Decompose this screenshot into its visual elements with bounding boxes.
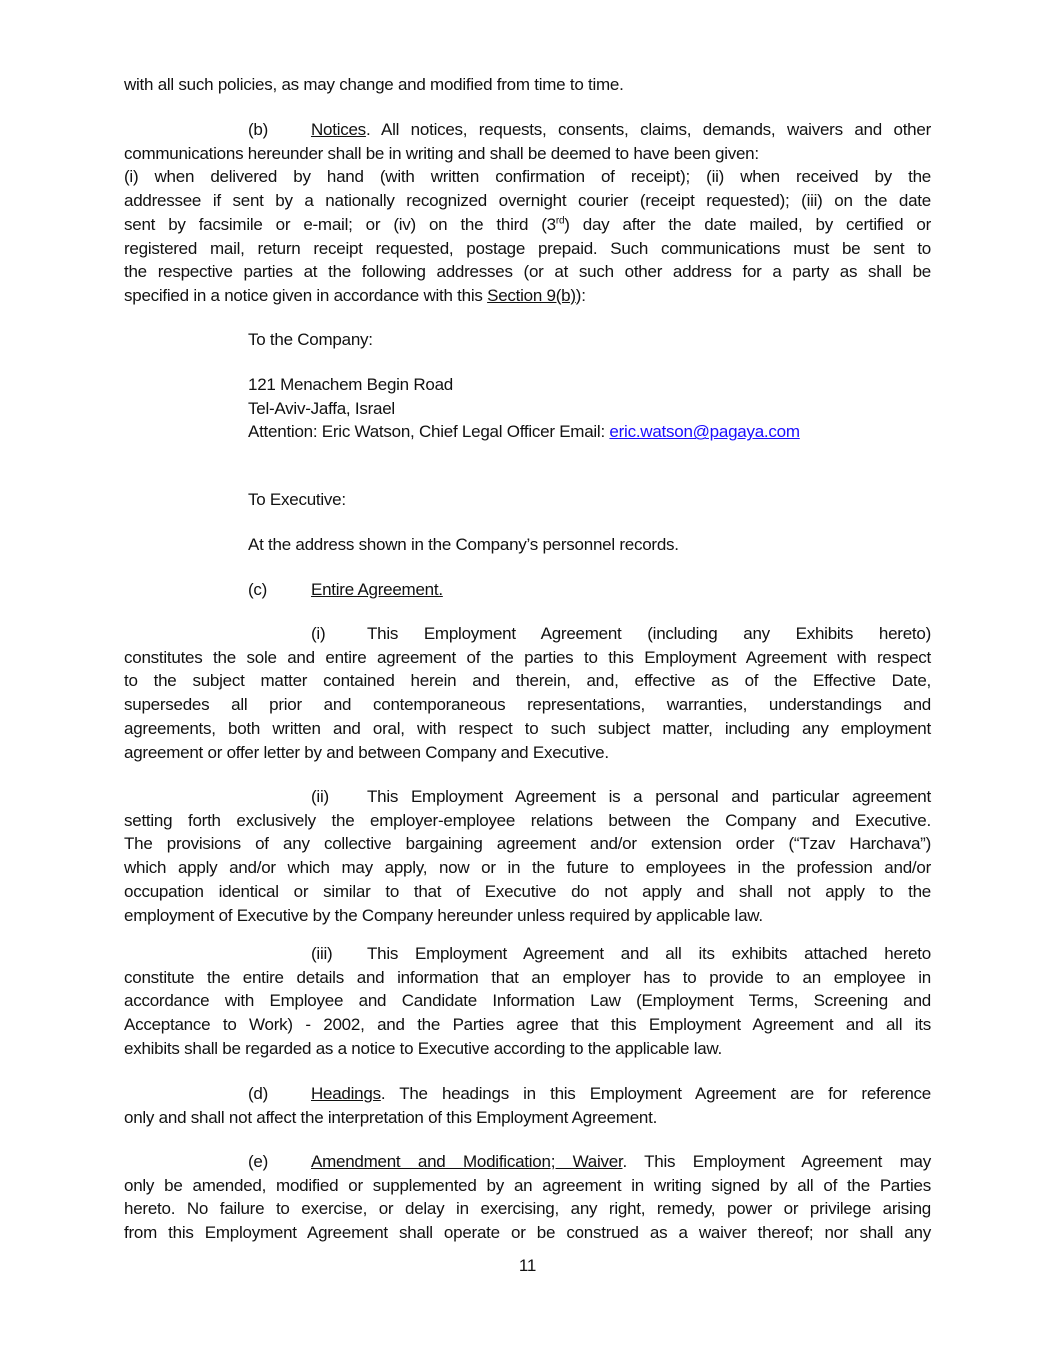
text-line: The provisions of any collective bargaining agreement and/or extension order (“Tzav Harchava”) [124,834,931,854]
text-line: specified in a notice given in accordance with this Section 9(b)): [124,285,586,305]
text-line: (ii) This Employment Agreement is a personal and particular agreement [311,787,931,806]
text-line: setting forth exclusively the employer-employee relations between the Company and Executive. [124,810,931,830]
section-label: (d) [248,1084,269,1103]
paragraph-continuation [124,73,931,97]
text-line [124,578,931,602]
company-heading [248,328,948,352]
text-line: from this Employment Agreement shall operate or be construed as a waiver thereof; nor shall any [124,1223,931,1243]
section-label: (c) [248,580,268,599]
to-executive-label: To Executive: [248,490,346,509]
text-line: (i) when delivered by hand (with written confirmation of receipt); (ii) when received by the [124,167,931,187]
executive-address [248,533,948,557]
address-line: 121 Menachem Begin Road [248,375,453,394]
text-line: occupation identical or similar to that of Executive do not apply and shall not apply to the [124,881,931,901]
section-heading: Notices [311,120,366,139]
section-amendment [124,1150,931,1245]
text-line: the respective parties at the following addresses (or at such other address for a party as shall be [124,262,931,282]
text-line: agreements, both written and oral, with respect to such subject matter, including any employment [124,718,931,738]
page-number: 11 [518,1256,537,1275]
text-line: addressee if sent by a nationally recognized overnight courier (receipt requested); (iii) on the date [124,191,931,211]
text-line: (e) Amendment and Modification; Waiver. This Employment Agreement may [124,1150,931,1174]
section-heading: Amendment and Modification; Waiver [311,1152,623,1171]
section-headings [124,1082,931,1129]
executive-heading [248,488,948,512]
section-reference: Section 9(b) [487,285,576,305]
text-line: exhibits shall be regarded as a notice to Executive according to the applicable law. [124,1038,722,1058]
text-line: accordance with Employee and Candidate Information Law (Employment Terms, Screening and [124,991,931,1011]
text-line: (b) Notices. All notices, requests, consents, claims, demands, waivers and other [124,118,931,142]
text-line: with all such policies, as may change and modified from time to time. [124,75,624,94]
text-line: registered mail, return receipt requested, postage prepaid. Such communications must be sent to [124,238,931,258]
section-label: (e) [248,1152,269,1171]
text-line: only and shall not affect the interpretation of this Employment Agreement. [124,1107,658,1127]
text-line: (iii) This Employment Agreement and all its exhibits attached hereto [311,944,931,963]
text-line: hereto. No failure to exercise, or delay in exercising, any right, remedy, power or privilege arising [124,1199,931,1219]
text-line: communications hereunder shall be in writing and shall be deemed to have been given: [124,143,759,163]
section-heading: Entire Agreement. [311,580,443,599]
subsection-iii [124,942,931,1061]
text-line: employment of Executive by the Company hereunder unless required by applicable law. [124,905,763,925]
text-line: to the subject matter contained herein and therein, and, effective as of the Effective Date, [124,671,931,691]
text-line: sent by facsimile or e-mail; or (iv) on the third (3rd) day after the date mailed, by certified or [124,214,931,234]
text-line: (i) This Employment Agreement (including any Exhibits hereto) [311,624,931,643]
company-address [248,373,948,444]
subsection-i [124,622,931,764]
email-link[interactable]: eric.watson@pagaya.com [609,422,800,442]
address-line: At the address shown in the Company’s personnel records. [248,535,679,554]
section-heading: Headings [311,1084,381,1103]
text-line: supersedes all prior and contemporaneous representations, warranties, understandings and [124,695,931,715]
to-company-label: To the Company: [248,330,373,349]
text-line: Acceptance to Work) - 2002, and the Parties agree that this Employment Agreement and all its [124,1015,931,1035]
subsection-ii [124,785,931,927]
attention-line: Attention: Eric Watson, Chief Legal Officer Email: eric.watson@pagaya.com [248,422,800,442]
text-line: constitutes the sole and entire agreement of the parties to this Employment Agreement with respect [124,647,931,667]
section-notices [124,118,931,308]
text-line: agreement or offer letter by and between Company and Executive. [124,742,609,762]
address-line: Tel-Aviv-Jaffa, Israel [248,398,395,418]
text-line: (d) Headings. The headings in this Employment Agreement are for reference [124,1082,931,1106]
section-label: (b) [248,120,269,139]
text-line: only be amended, modified or supplemented by an agreement in writing signed by all of the Parties [124,1175,931,1195]
text-line: which apply and/or which may apply, now or in the future to employees in the profession and/or [124,858,931,878]
text-line: constitute the entire details and information that an employer has to provide to an employee in [124,967,931,987]
section-entire-agreement [124,578,931,602]
